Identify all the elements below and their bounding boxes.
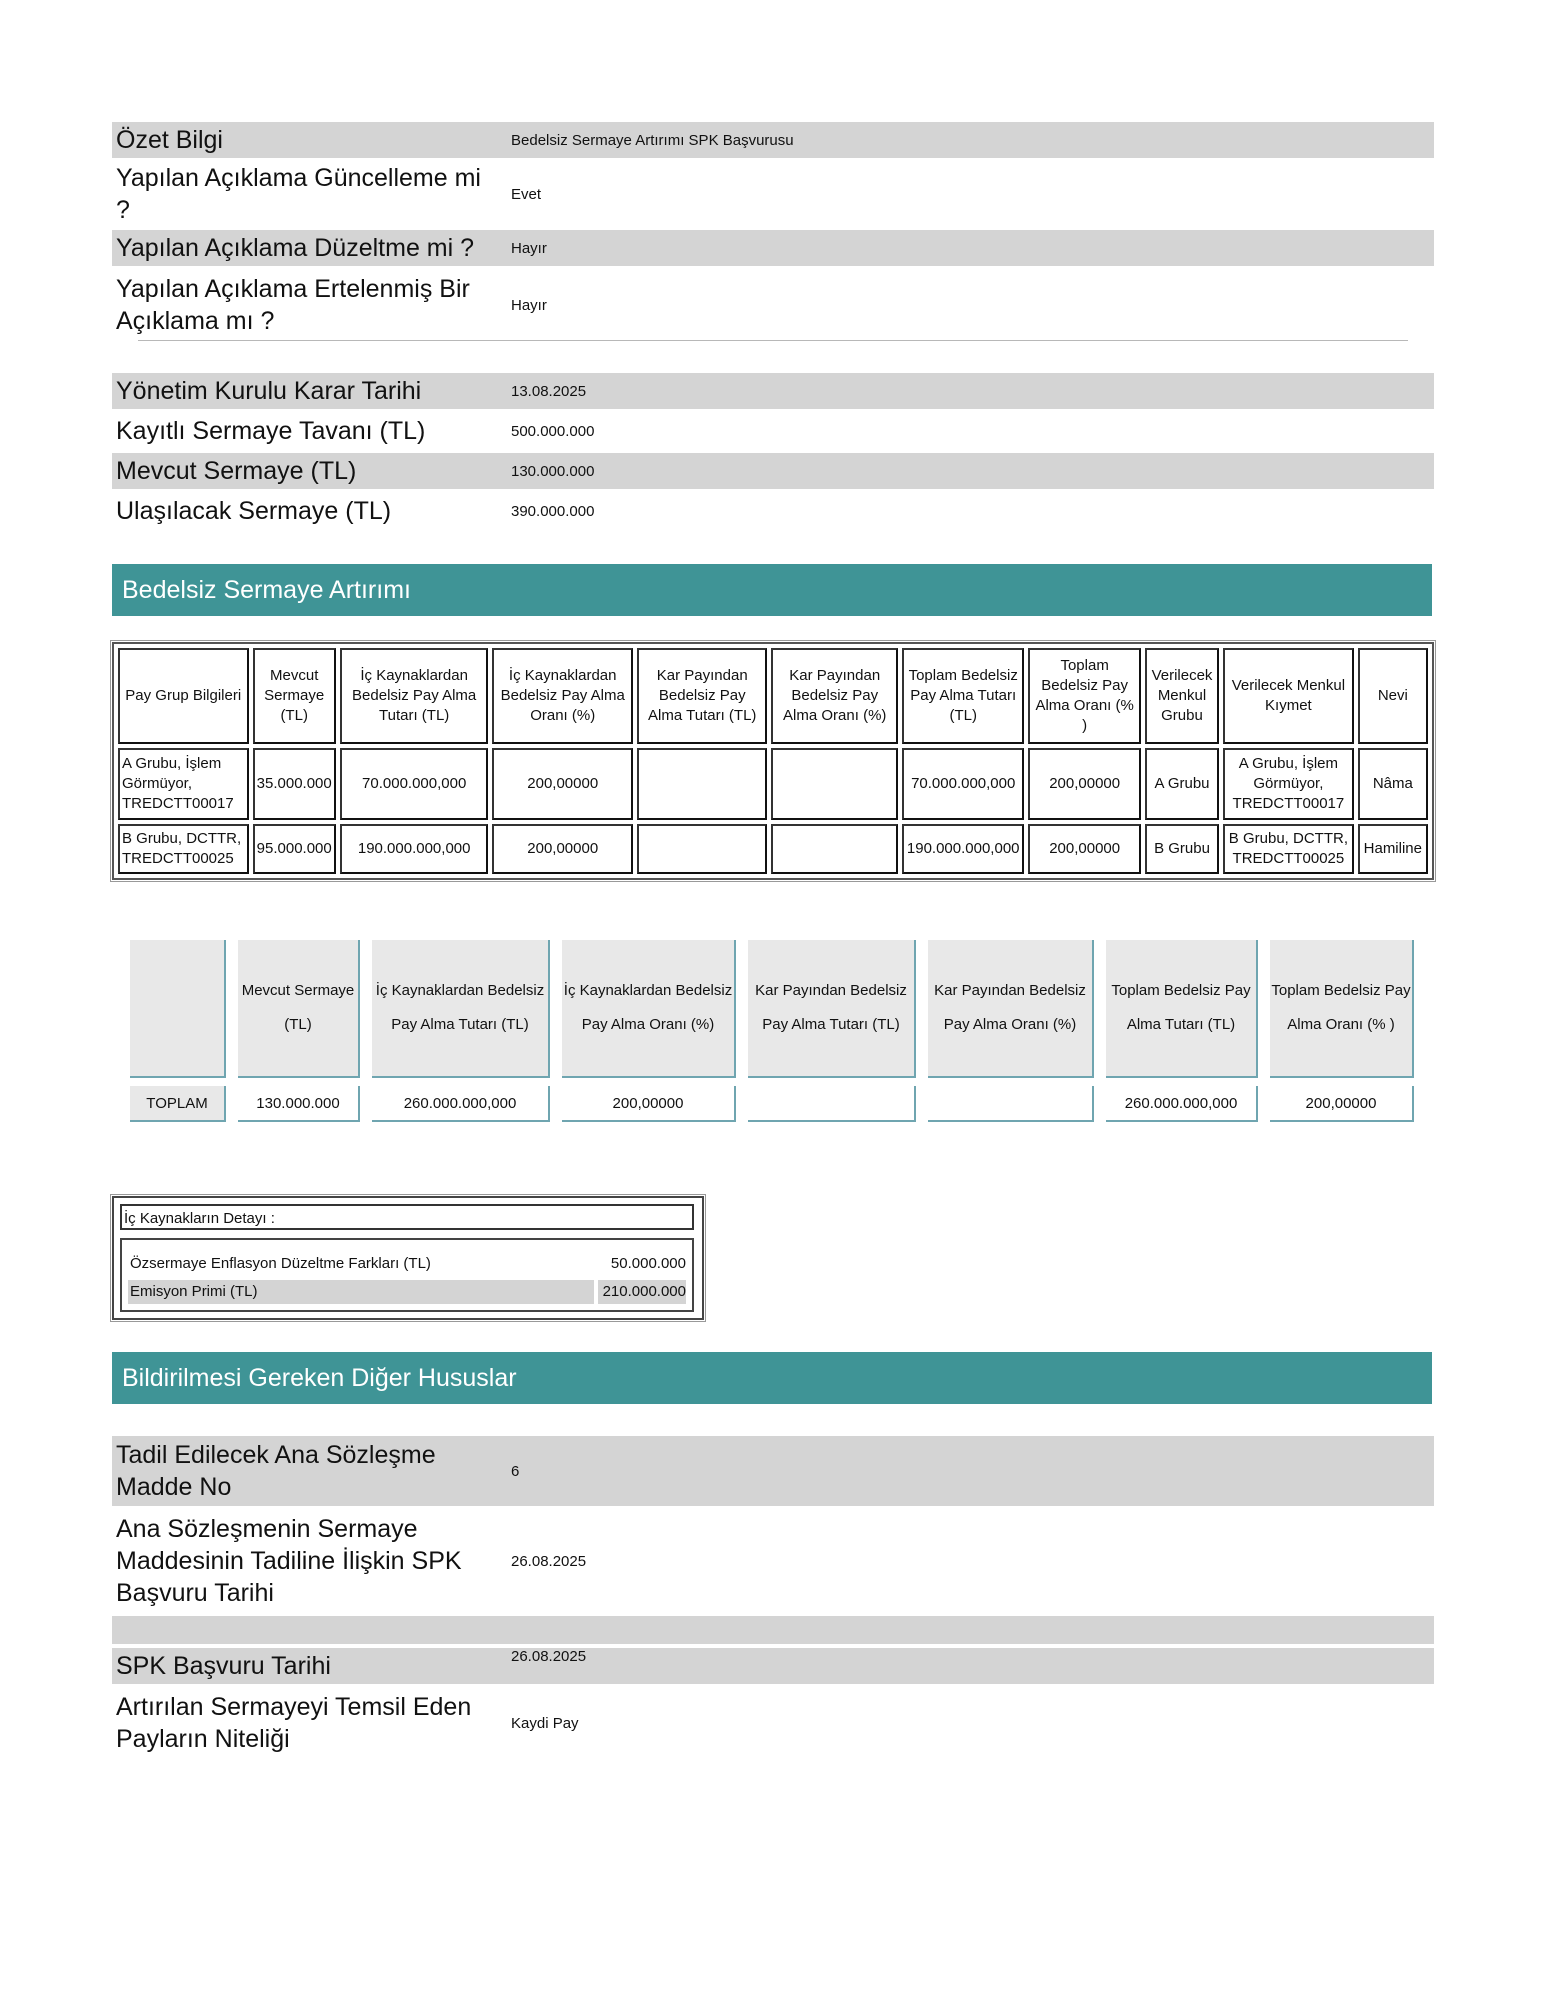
- board-date-row: [112, 373, 1434, 409]
- spk-date-label: SPK Başvuru Tarihi: [112, 1648, 505, 1684]
- header-cell: Verilecek Menkul Kıymet: [1223, 648, 1354, 744]
- spk-amendment-value: 26.08.2025: [511, 1552, 587, 1570]
- cell-security: A Grubu, İşlem Görmüyor, TREDCTT00017: [1223, 748, 1354, 820]
- internal-sources-box: [112, 1196, 704, 1320]
- totals-cell: [928, 1086, 1094, 1122]
- totals-cell: 200,00000: [1270, 1086, 1414, 1122]
- internal-source-amount: 50.000.000: [610, 1255, 686, 1272]
- update-row: [112, 162, 1434, 226]
- summary-label: Özet Bilgi: [112, 122, 505, 158]
- totals-header-cell: İç Kaynaklardan Bedelsiz Pay Alma Tutarı (TL): [372, 940, 550, 1078]
- cell-security-group: A Grubu: [1145, 748, 1219, 820]
- totals-label: TOPLAM: [130, 1086, 226, 1122]
- divider: [138, 340, 1408, 341]
- totals-header-cell: Kar Payından Bedelsiz Pay Alma Oranı (%): [928, 940, 1094, 1078]
- update-value: Evet: [511, 185, 542, 203]
- section-header-bonus-increase: Bedelsiz Sermaye Artırımı: [112, 564, 1432, 616]
- update-label: Yapılan Açıklama Güncelleme mi ?: [116, 164, 481, 224]
- internal-source-row: [128, 1280, 684, 1304]
- cell-current-capital: 95.000.000: [253, 824, 336, 874]
- deferred-value: Hayır: [511, 296, 547, 314]
- cell-internal-ratio: 200,00000: [492, 748, 633, 820]
- totals-cell: 260.000.000,000: [372, 1086, 550, 1122]
- internal-source-name: Özsermaye Enflasyon Düzeltme Farkları (TL): [130, 1255, 431, 1272]
- totals-header-cell: İç Kaynaklardan Bedelsiz Pay Alma Oranı (%): [562, 940, 736, 1078]
- article-label: Tadil Edilecek Ana Sözleşme Madde No: [112, 1436, 505, 1506]
- header-cell: Toplam Bedelsiz Pay Alma Oranı (% ): [1028, 648, 1140, 744]
- share-nature-row: [112, 1688, 1434, 1758]
- internal-source-name: Emisyon Primi (TL): [128, 1280, 594, 1304]
- cell-total-ratio: 200,00000: [1028, 748, 1140, 820]
- cell-security-group: B Grubu: [1145, 824, 1219, 874]
- spk-date-value: 26.08.2025: [505, 1648, 1434, 1684]
- totals-cell: [748, 1086, 916, 1122]
- summary-table: [112, 118, 1434, 344]
- internal-source-amount: 210.000.000: [598, 1280, 686, 1304]
- empty-label: [112, 1616, 505, 1644]
- internal-sources-title: İç Kaynakların Detayı :: [120, 1204, 694, 1230]
- cell-group-info: A Grubu, İşlem Görmüyor, TREDCTT00017: [118, 748, 249, 820]
- totals-table: [118, 932, 1426, 1130]
- totals-header-row: [130, 940, 1414, 1078]
- target-cap-label: Ulaşılacak Sermaye (TL): [116, 497, 392, 525]
- cell-total-ratio: 200,00000: [1028, 824, 1140, 874]
- header-cell: Nevi: [1358, 648, 1428, 744]
- header-cell: İç Kaynaklardan Bedelsiz Pay Alma Tutarı (TL): [340, 648, 489, 744]
- correction-value: Hayır: [505, 230, 1434, 266]
- target-cap-value: 390.000.000: [511, 502, 595, 520]
- totals-cell: 130.000.000: [238, 1086, 360, 1122]
- article-row: [112, 1436, 1434, 1506]
- capital-table: [112, 369, 1434, 533]
- registered-cap-row: [112, 413, 1434, 449]
- table-row: [118, 748, 1428, 820]
- cell-type: Nâma: [1358, 748, 1428, 820]
- header-cell: Kar Payından Bedelsiz Pay Alma Oranı (%): [771, 648, 897, 744]
- current-cap-label: Mevcut Sermaye (TL): [112, 453, 505, 489]
- spk-amendment-row: [112, 1510, 1434, 1612]
- internal-sources-body: [120, 1238, 694, 1312]
- table-row: [118, 824, 1428, 874]
- correction-label: Yapılan Açıklama Düzeltme mi ?: [112, 230, 505, 266]
- registered-cap-value: 500.000.000: [511, 422, 595, 440]
- empty-row: [112, 1616, 1434, 1644]
- deferred-row: [112, 270, 1434, 340]
- cell-total-amount: 190.000.000,000: [902, 824, 1024, 874]
- current-cap-row: [112, 453, 1434, 489]
- cell-dividend-amount: [637, 824, 768, 874]
- totals-cell: 200,00000: [562, 1086, 736, 1122]
- internal-source-row: [128, 1252, 684, 1276]
- cell-type: Hamiline: [1358, 824, 1428, 874]
- totals-cell: 260.000.000,000: [1106, 1086, 1258, 1122]
- summary-value: Bedelsiz Sermaye Artırımı SPK Başvurusu: [505, 122, 1434, 158]
- board-date-value: 13.08.2025: [505, 373, 1434, 409]
- cell-internal-ratio: 200,00000: [492, 824, 633, 874]
- cell-dividend-ratio: [771, 748, 897, 820]
- totals-header-cell: Kar Payından Bedelsiz Pay Alma Tutarı (TL): [748, 940, 916, 1078]
- cell-group-info: B Grubu, DCTTR, TREDCTT00025: [118, 824, 249, 874]
- registered-cap-label: Kayıtlı Sermaye Tavanı (TL): [116, 417, 426, 445]
- spk-amendment-label: Ana Sözleşmenin Sermaye Maddesinin Tadiline İlişkin SPK Başvuru Tarihi: [116, 1515, 462, 1607]
- other-matters-table: [112, 1432, 1434, 1762]
- cell-dividend-amount: [637, 748, 768, 820]
- cell-total-amount: 70.000.000,000: [902, 748, 1024, 820]
- totals-header-cell: Mevcut Sermaye (TL): [238, 940, 360, 1078]
- target-cap-row: [112, 493, 1434, 529]
- header-cell: Kar Payından Bedelsiz Pay Alma Tutarı (TL): [637, 648, 768, 744]
- summary-row: [112, 122, 1434, 158]
- cell-current-capital: 35.000.000: [253, 748, 336, 820]
- share-nature-value: Kaydi Pay: [511, 1714, 579, 1732]
- share-nature-label: Artırılan Sermayeyi Temsil Eden Payların Niteliği: [116, 1693, 472, 1753]
- header-cell: Verilecek Menkul Grubu: [1145, 648, 1219, 744]
- section-header-other-matters: Bildirilmesi Gereken Diğer Hususlar: [112, 1352, 1432, 1404]
- article-value: 6: [505, 1436, 1434, 1506]
- totals-row: [130, 1086, 1414, 1122]
- correction-row: [112, 230, 1434, 266]
- header-cell: Pay Grup Bilgileri: [118, 648, 249, 744]
- cell-internal-amount: 70.000.000,000: [340, 748, 489, 820]
- table-header-row: [118, 648, 1428, 744]
- cell-security: B Grubu, DCTTR, TREDCTT00025: [1223, 824, 1354, 874]
- spk-date-row: [112, 1648, 1434, 1684]
- totals-header-cell: [130, 940, 226, 1078]
- board-date-label: Yönetim Kurulu Karar Tarihi: [112, 373, 505, 409]
- empty-value: [505, 1616, 1434, 1644]
- deferred-label: Yapılan Açıklama Ertelenmiş Bir Açıklama mı ?: [116, 275, 470, 335]
- header-cell: Mevcut Sermaye (TL): [253, 648, 336, 744]
- cell-internal-amount: 190.000.000,000: [340, 824, 489, 874]
- current-cap-value: 130.000.000: [505, 453, 1434, 489]
- totals-header-cell: Toplam Bedelsiz Pay Alma Tutarı (TL): [1106, 940, 1258, 1078]
- totals-header-cell: Toplam Bedelsiz Pay Alma Oranı (% ): [1270, 940, 1414, 1078]
- share-groups-table: [112, 642, 1434, 880]
- cell-dividend-ratio: [771, 824, 897, 874]
- header-cell: Toplam Bedelsiz Pay Alma Tutarı (TL): [902, 648, 1024, 744]
- header-cell: İç Kaynaklardan Bedelsiz Pay Alma Oranı (%): [492, 648, 633, 744]
